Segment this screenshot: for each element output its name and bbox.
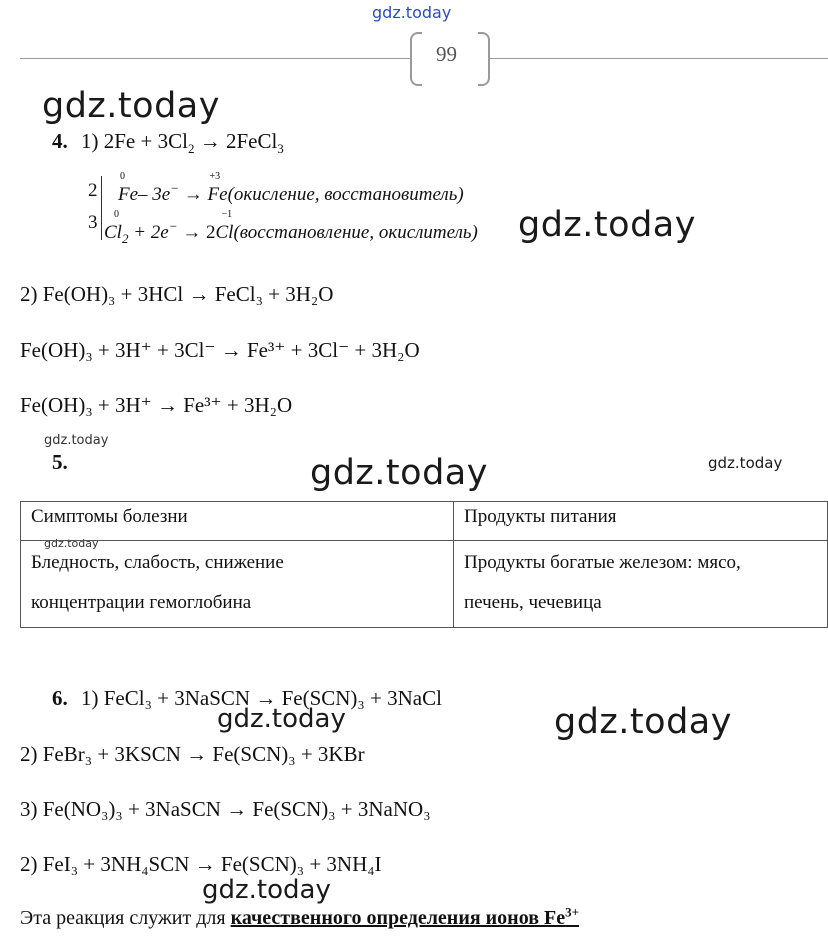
task6-eq2: 2) FeBr₃ + 3KSCN → Fe(SCN)₃ + 3KBr (20, 742, 365, 766)
task4-eq2: 2) Fe(OH)₃ + 3HCl → FeCl₃ + 3H₂O (20, 282, 334, 306)
subscript: 2 (121, 230, 129, 246)
watermark: gdz.today (202, 875, 331, 905)
conclusion-text: Эта реакция служит для (20, 907, 231, 929)
task6-eq4: 2) FeI₃ + 3NH₄SCN → Fe(SCN)₃ + 3NH₄I (20, 852, 382, 876)
formula: – 3e (138, 184, 171, 205)
watermark: gdz.today (708, 454, 783, 472)
balance-line-1 (118, 171, 464, 206)
balance-note: (окисление, восстановитель) (227, 184, 464, 205)
superscript: 3+ (565, 904, 580, 920)
balance-bar (101, 176, 102, 240)
balance-line-2 (104, 209, 478, 246)
cell-line: печень, чечевица (464, 592, 602, 613)
task4-eq3: Fe(OH)₃ + 3H⁺ + 3Cl⁻ → Fe³⁺ + 3Cl⁻ + 3H₂O (20, 338, 420, 362)
cell-line: Продукты богатые железом: мясо, (464, 552, 741, 573)
subscript: 3 (277, 141, 284, 157)
page-number-bracket-right (478, 32, 490, 86)
cell-line: Бледность, слабость, снижение (31, 552, 284, 573)
task4-eq4: Fe(OH)₃ + 3H⁺ → Fe³⁺ + 3H₂O (20, 393, 293, 417)
top-watermark: gdz.today (372, 3, 452, 22)
cell-line: концентрации гемоглобина (31, 592, 252, 613)
task4-eq1 (52, 129, 284, 157)
watermark: gdz.today (554, 702, 732, 742)
subscript: 2 (187, 141, 195, 157)
watermark: gdz.today (44, 433, 109, 448)
task4-number: 4. (52, 129, 68, 153)
task6-conclusion (20, 904, 580, 930)
conclusion-emphasis (230, 904, 580, 929)
table-header-cell: Продукты питания (454, 502, 828, 541)
arrow: → 2 (177, 222, 216, 243)
superscript: − (170, 180, 180, 196)
watermark: gdz.today (310, 453, 488, 493)
formula: Fe (118, 184, 139, 205)
arrow: → (179, 184, 208, 205)
balance-coef-2: 3 (88, 212, 98, 233)
symptoms-table (20, 501, 828, 628)
formula: Cl (215, 222, 234, 243)
oxidation-state: 0 (120, 171, 125, 182)
header-rule-left (20, 58, 410, 59)
task6-number: 6. (52, 686, 68, 710)
watermark: gdz.today (44, 537, 99, 550)
superscript: − (168, 218, 178, 234)
table-header-row (21, 502, 828, 541)
formula: Cl (104, 222, 122, 243)
formula: + 2e (128, 222, 169, 243)
balance-note: (восстановление, окислитель) (233, 222, 478, 243)
eq-text: 1) 2Fe + 3Cl (81, 129, 188, 153)
eq-text: 1) FeCl₃ + 3NaSCN → Fe(SCN)₃ + 3NaCl (81, 686, 442, 710)
table-cell (454, 541, 828, 628)
page-number: 99 (436, 42, 457, 66)
eq-text: → 2FeCl (194, 129, 278, 153)
page-number-bracket-left (410, 32, 422, 86)
table-cell (21, 541, 454, 628)
balance-coef-1: 2 (88, 180, 98, 201)
table-row (21, 541, 828, 628)
task6-eq1 (52, 686, 442, 711)
task5-number: 5. (52, 450, 68, 474)
watermark: gdz.today (518, 205, 696, 245)
oxidation-state: 0 (114, 209, 119, 220)
task6-eq3: 3) Fe(NO₃)₃ + 3NaSCN → Fe(SCN)₃ + 3NaNO₃ (20, 797, 431, 821)
watermark: gdz.today (42, 86, 220, 126)
formula: Fe (207, 184, 228, 205)
header-rule-right (490, 58, 828, 59)
table-header-cell: Симптомы болезни (21, 502, 454, 541)
conclusion-bold-text: качественного определения ионов Fe (230, 907, 566, 929)
oxidation-state: −1 (221, 209, 233, 220)
watermark: gdz.today (217, 704, 346, 734)
oxidation-state: +3 (209, 171, 221, 182)
